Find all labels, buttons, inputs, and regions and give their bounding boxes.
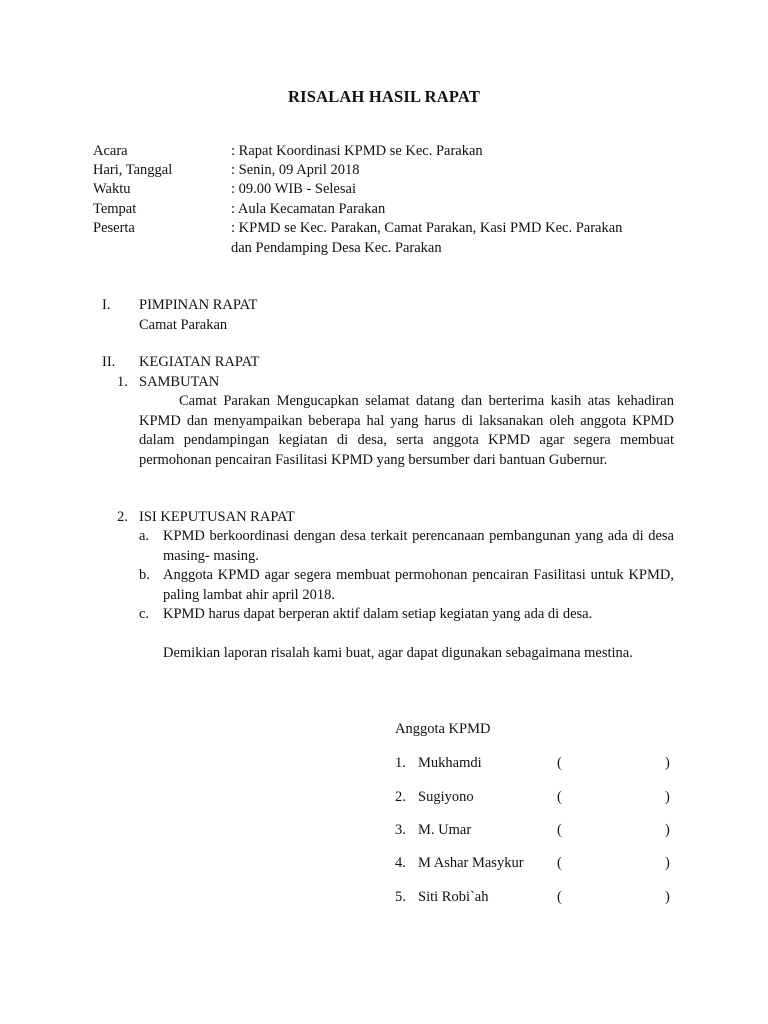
subsection-1-heading: SAMBUTAN <box>139 374 220 390</box>
signature-number: 2. <box>395 789 406 805</box>
signature-name: Mukhamdi <box>418 755 482 771</box>
subsection-2-number: 2. <box>117 509 128 525</box>
signature-close-paren: ) <box>665 889 670 905</box>
signature-name: M Ashar Masykur <box>418 855 524 871</box>
signature-open-paren: ( <box>557 755 562 771</box>
info-value-tempat: : Aula Kecamatan Parakan <box>231 201 386 217</box>
decision-letter-c: c. <box>139 606 150 622</box>
decision-letter-a: a. <box>139 528 150 544</box>
signature-open-paren: ( <box>557 822 562 838</box>
section-2-number: II. <box>102 354 116 370</box>
info-label-tempat: Tempat <box>93 201 137 217</box>
signature-open-paren: ( <box>557 855 562 871</box>
signature-open-paren: ( <box>557 789 562 805</box>
info-value-hari-tanggal: : Senin, 09 April 2018 <box>231 162 360 178</box>
signature-close-paren: ) <box>665 789 670 805</box>
info-label-waktu: Waktu <box>93 181 131 197</box>
signature-open-paren: ( <box>557 889 562 905</box>
signature-number: 3. <box>395 822 406 838</box>
info-label-peserta: Peserta <box>93 220 135 236</box>
info-value-peserta: : KPMD se Kec. Parakan, Camat Parakan, Kasi PMD Kec. Parakan <box>231 220 623 236</box>
signature-close-paren: ) <box>665 855 670 871</box>
info-label-hari-tanggal: Hari, Tanggal <box>93 162 173 178</box>
decision-text-b: Anggota KPMD agar segera membuat permohonan pencairan Fasilitasi untuk KPMD, paling lambat ahir april 2018. <box>163 567 674 603</box>
info-label-acara: Acara <box>93 143 128 159</box>
signature-close-paren: ) <box>665 755 670 771</box>
decision-letter-b: b. <box>139 567 150 583</box>
signature-heading: Anggota KPMD <box>395 721 491 737</box>
document-title: RISALAH HASIL RAPAT <box>287 87 481 106</box>
subsection-2-heading: ISI KEPUTUSAN RAPAT <box>139 509 295 525</box>
info-value-peserta-line2: dan Pendamping Desa Kec. Parakan <box>231 240 442 256</box>
signature-name: Siti Robi`ah <box>418 889 489 905</box>
section-1-number: I. <box>102 297 111 313</box>
subsection-1-body: Camat Parakan Mengucapkan selamat datang dan berterima kasih atas kehadiran KPMD dan menyampaikan beberapa hal yang harus di laksanakan oleh anggota KPMD dalam pendampingan kegiatan di desa, serta anggota KPMD agar segera membuat permohonan pencairan Fasilitasi KPMD yang bersumber dari bantuan Gubernur. <box>139 393 674 468</box>
signature-number: 4. <box>395 855 406 871</box>
section-1-body: Camat Parakan <box>139 317 228 333</box>
section-1-heading: PIMPINAN RAPAT <box>139 297 258 313</box>
subsection-1-number: 1. <box>117 374 128 390</box>
signature-number: 1. <box>395 755 406 771</box>
decision-text-c: KPMD harus dapat berperan aktif dalam setiap kegiatan yang ada di desa. <box>163 606 593 622</box>
closing-statement: Demikian laporan risalah kami buat, agar dapat digunakan sebagaimana mestina. <box>163 645 633 661</box>
section-2-heading: KEGIATAN RAPAT <box>139 354 260 370</box>
signature-number: 5. <box>395 889 406 905</box>
info-value-acara: : Rapat Koordinasi KPMD se Kec. Parakan <box>231 143 483 159</box>
signature-close-paren: ) <box>665 822 670 838</box>
signature-name: Sugiyono <box>418 789 474 805</box>
info-value-waktu: : 09.00 WIB - Selesai <box>231 181 356 197</box>
signature-name: M. Umar <box>418 822 472 838</box>
decision-text-a: KPMD berkoordinasi dengan desa terkait perencanaan pembangunan yang ada di desa masing- masing. <box>163 528 674 564</box>
